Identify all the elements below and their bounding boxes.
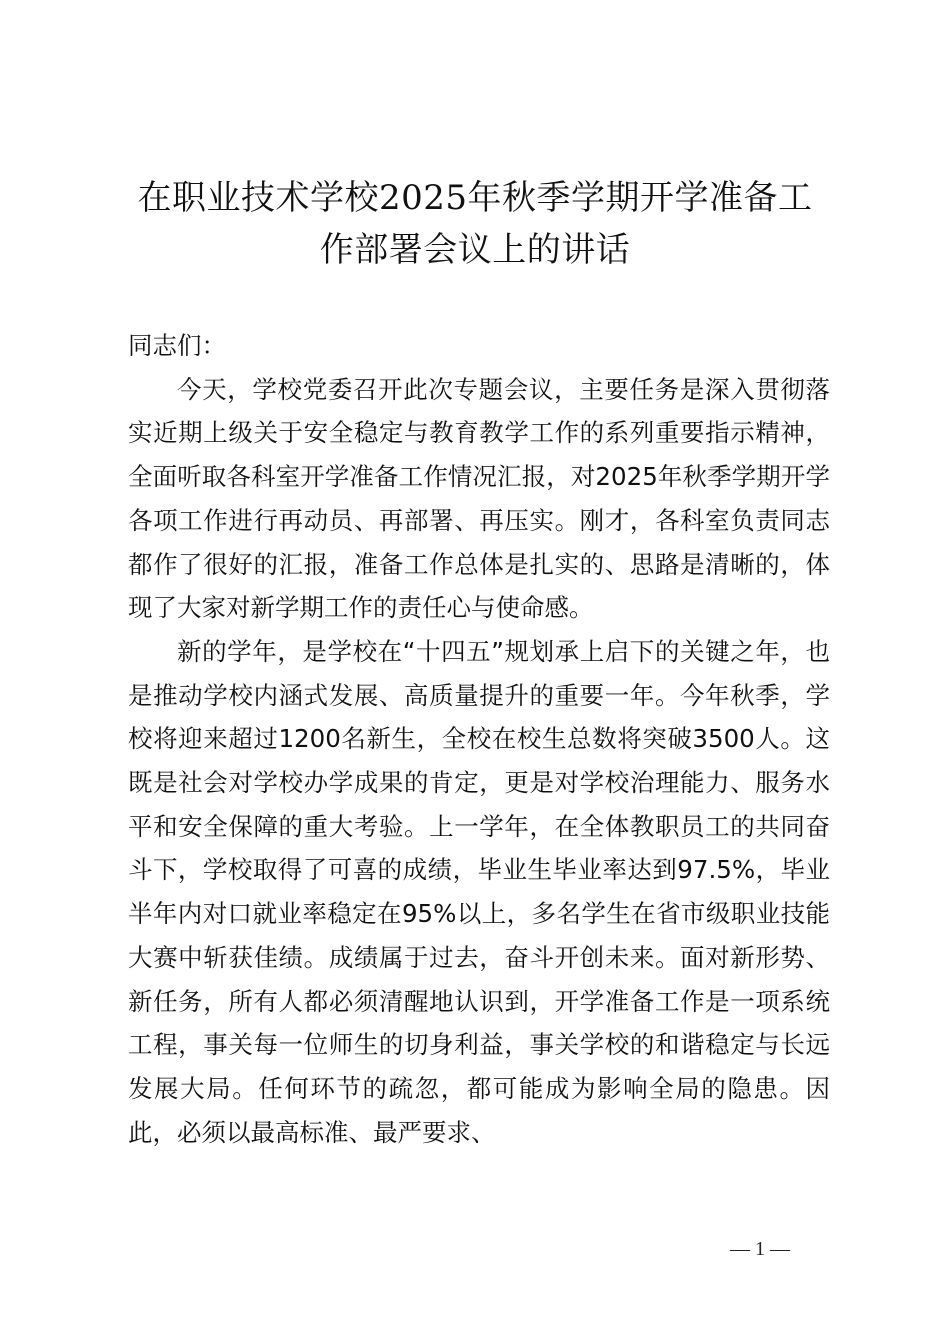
- title-line-1: 在职业技术学校2025年秋季学期开学准备工: [137, 178, 813, 218]
- page-number: — 1 —: [730, 1238, 790, 1260]
- paragraph-1: 今天，学校党委召开此次专题会议，主要任务是深入贯彻落实近期上级关于安全稳定与教育教学工作的系列重要指示精神，全面听取各科室开学准备工作情况汇报，对2025年秋季学期开学各项工作进行再动员、再部署、再压实。刚才，各科室负责同志都作了很好的汇报，准备工作总体是扎实的、思路是清晰的，体现了大家对新学期工作的责任心与使命感。: [128, 374, 830, 623]
- salutation: 同志们：: [128, 331, 226, 360]
- document-body: [128, 324, 830, 1154]
- paragraph-2: 新的学年，是学校在“十四五”规划承上启下的关键之年，也是推动学校内涵式发展、高质量提升的重要一年。今年秋季，学校将迎来超过1200名新生，全校在校生总数将突破3500人。这既是社会对学校办学成果的肯定，更是对学校治理能力、服务水平和安全保障的重大考验。上一学年，在全体教职员工的共同奋斗下，学校取得了可喜的成绩，毕业生毕业率达到97.5%，毕业半年内对口就业率稳定在95%以上，多名学生在省市级职业技能大赛中斩获佳绩。成绩属于过去，奋斗开创未来。面对新形势、新任务，所有人都必须清醒地认识到，开学准备工作是一项系统工程，事关每一位师生的切身利益，事关学校的和谐稳定与长远发展大局。任何环节的疏忽，都可能成为影响全局的隐患。因此，必须以最高标准、最严要求、: [128, 636, 830, 1147]
- title-line-2: 作部署会议上的讲话: [319, 230, 631, 270]
- document-title: [120, 172, 830, 276]
